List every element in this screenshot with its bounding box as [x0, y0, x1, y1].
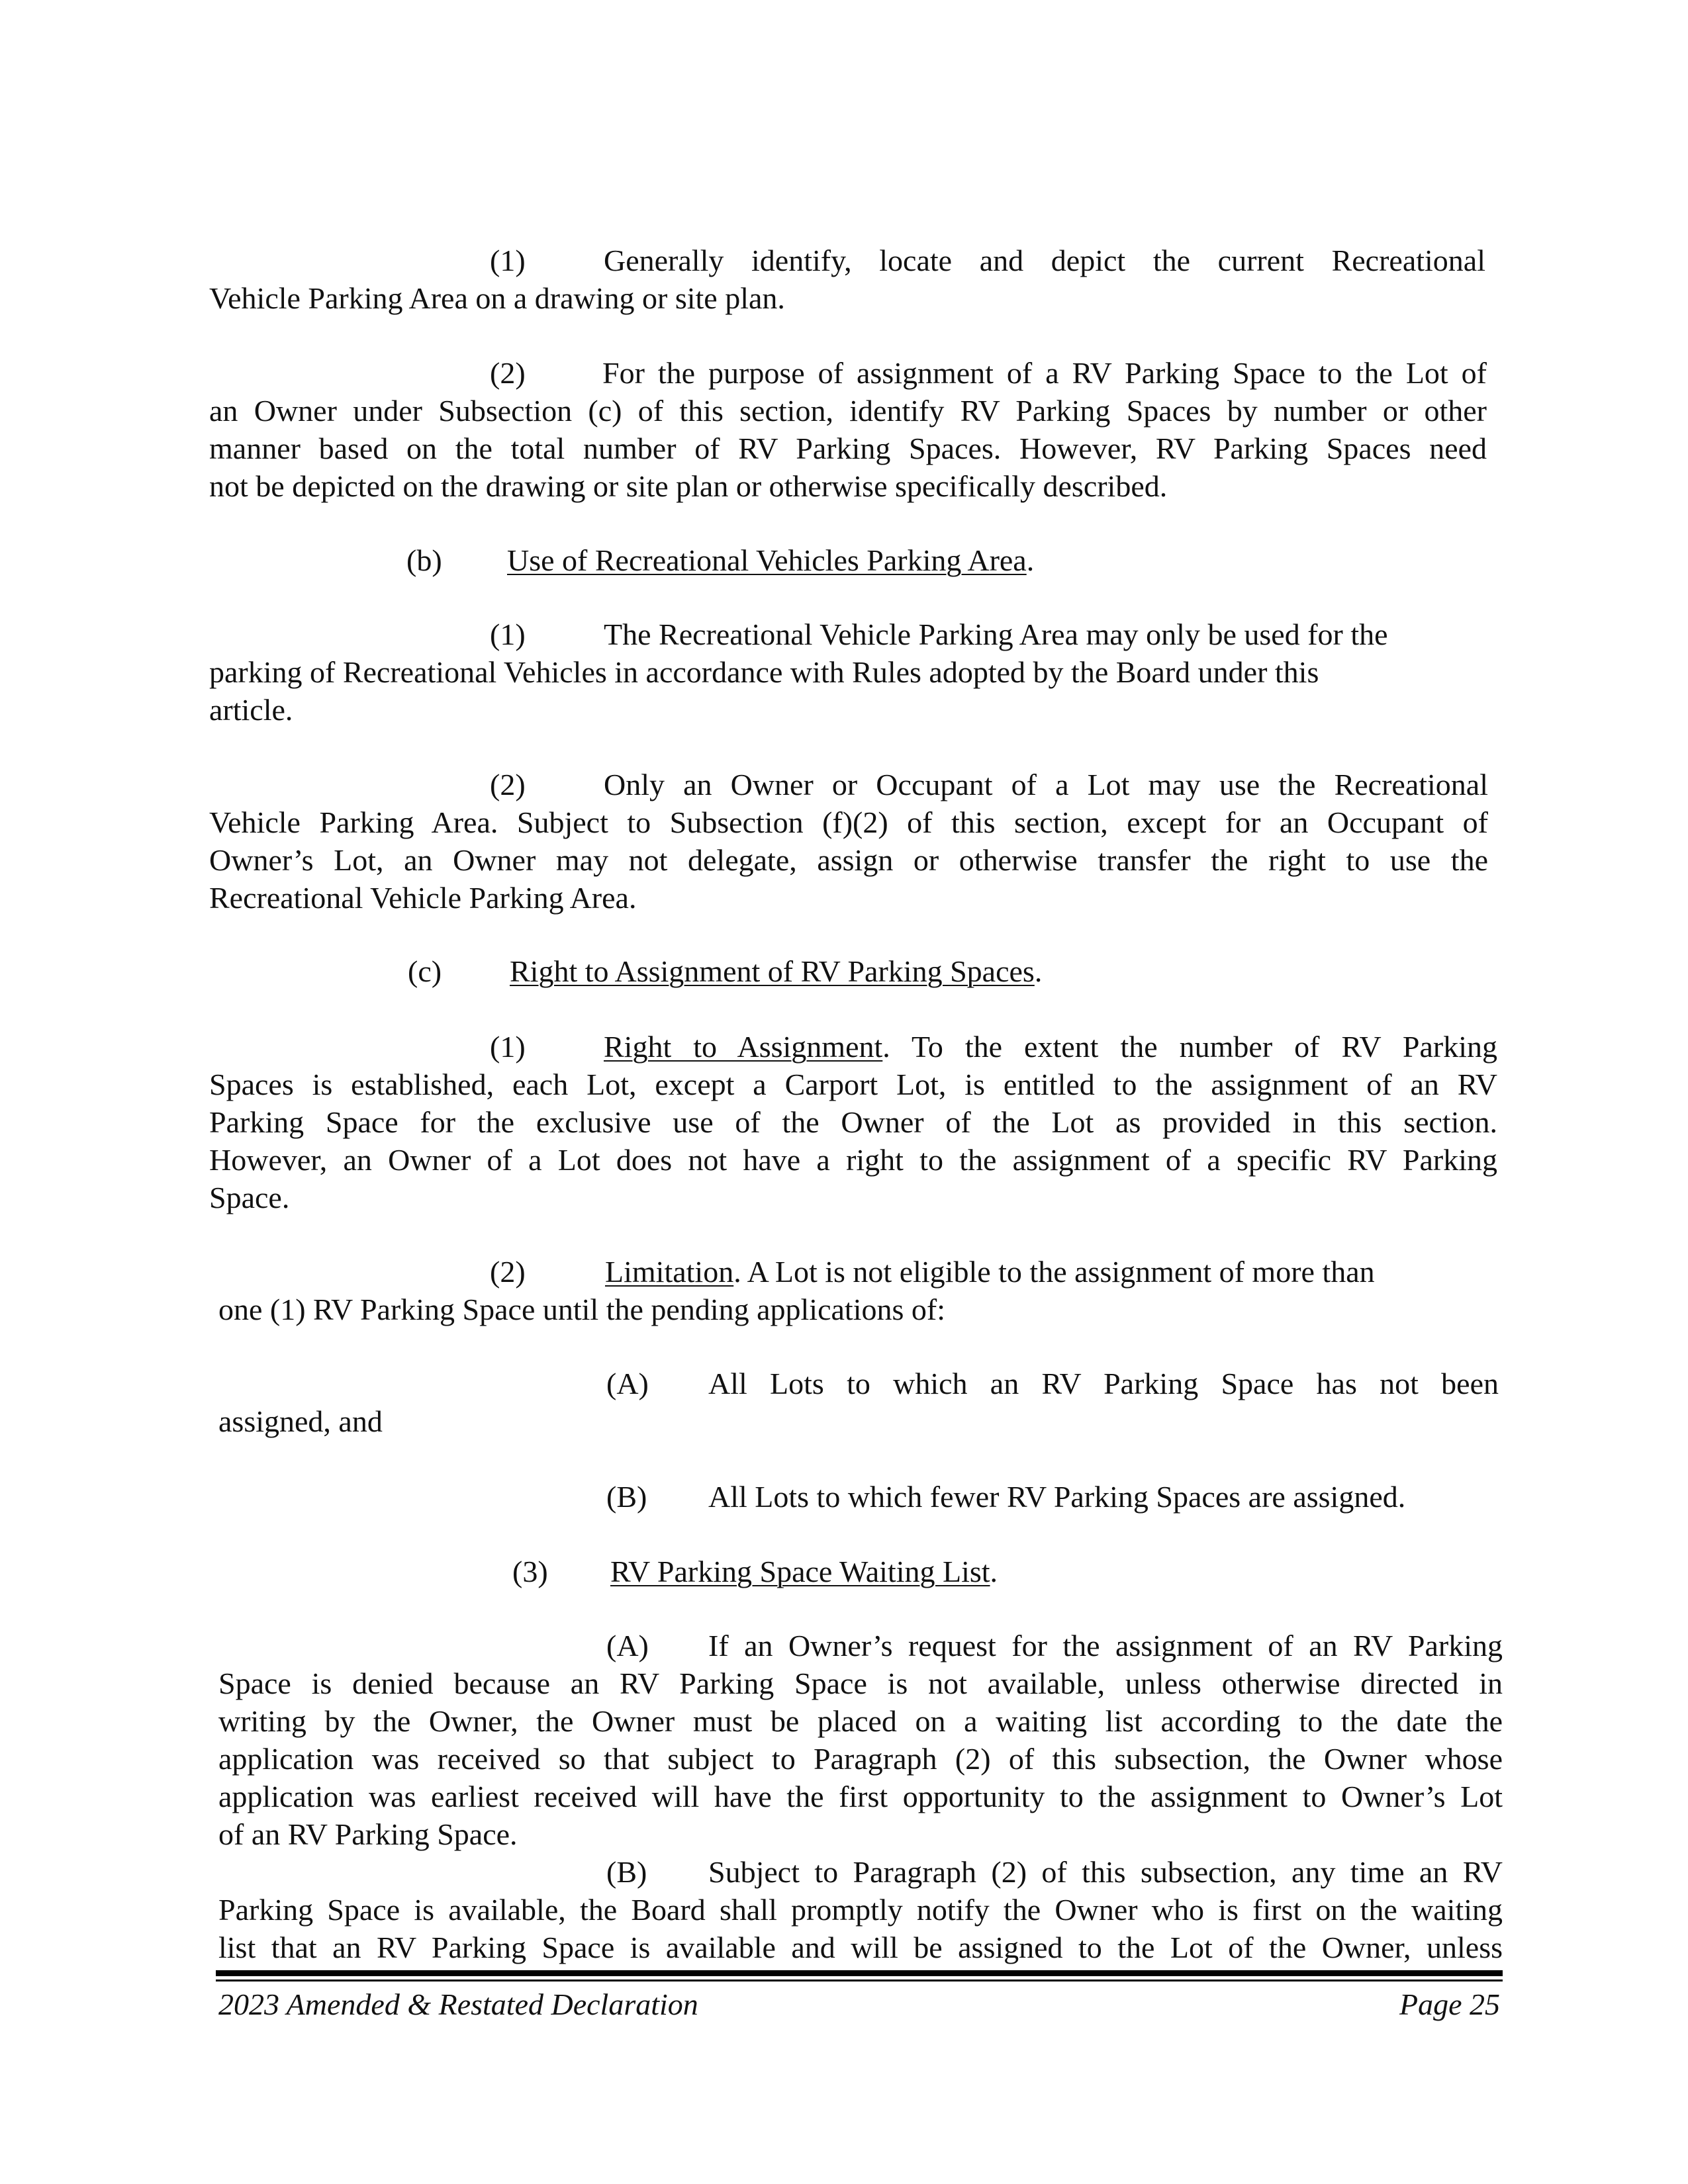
section-heading-punct: . [1026, 543, 1035, 577]
paragraph-c3A-rest [218, 1664, 1503, 1853]
paragraph-c3B-first [708, 1853, 1503, 1891]
paragraph-line: of an RV Parking Space. [218, 1817, 518, 1851]
paragraph-b1-rest [209, 653, 1509, 729]
footer-page-number: Page 25 [1399, 1987, 1500, 2021]
paragraph-line: not be depicted on the drawing or site plan or otherwise specifically described. [209, 469, 1168, 503]
paragraph-line: Recreational Vehicle Parking Area. [209, 881, 637, 915]
paragraph-number: (2) [490, 768, 526, 801]
paragraph-line: Space is denied because an RV Parking Space is not available, unless otherwise directed in [218, 1666, 1503, 1700]
paragraph-number: (2) [490, 356, 526, 390]
paragraph-heading: Right to Assignment [604, 1030, 883, 1064]
paragraph-line: All Lots to which fewer RV Parking Spaces are assigned. [708, 1480, 1406, 1514]
paragraph-b2-rest [209, 803, 1488, 917]
section-heading [510, 952, 1042, 990]
paragraph-line: The Recreational Vehicle Parking Area may only be used for the [604, 617, 1388, 651]
paragraph-c2A-first [708, 1365, 1499, 1402]
paragraph-line: assigned, and [218, 1404, 383, 1438]
paragraph-line [604, 1028, 1497, 1066]
paragraph-a2-rest [209, 392, 1487, 505]
section-heading-text: Right to Assignment of RV Parking Spaces [510, 954, 1035, 988]
paragraph-line: Spaces is established, each Lot, except a Carport Lot, is entitled to the assignment of an RV [209, 1068, 1497, 1101]
paragraph-line: one (1) RV Parking Space until the pending applications of: [218, 1293, 945, 1326]
paragraph-line: parking of Recreational Vehicles in accordance with Rules adopted by the Board under this [209, 655, 1319, 689]
paragraph-line: application was received so that subject to Paragraph (2) of this subsection, the Owner whose [218, 1742, 1503, 1776]
paragraph-line: application was earliest received will have the first opportunity to the assignment to Owner’s Lot [218, 1780, 1503, 1813]
paragraph-line: Subject to Paragraph (2) of this subsection, any time an RV [708, 1855, 1503, 1889]
paragraph-line: Generally identify, locate and depict the current Recreational [604, 244, 1485, 277]
paragraph-line: However, an Owner of a Lot does not have a right to the assignment of a specific RV Parking [209, 1143, 1497, 1177]
paragraph-heading-text: RV Parking Space Waiting List [610, 1555, 990, 1588]
paragraph-number: (3) [512, 1555, 548, 1588]
paragraph-line: article. [209, 693, 293, 727]
paragraph-heading: Limitation [605, 1255, 734, 1289]
section-letter: (c) [408, 954, 442, 988]
paragraph-number: (A) [606, 1629, 649, 1662]
footer-document-title: 2023 Amended & Restated Declaration [218, 1987, 698, 2021]
paragraph-line: an Owner under Subsection (c) of this section, identify RV Parking Spaces by number or other [209, 394, 1487, 428]
paragraph-b2-first [604, 766, 1488, 803]
paragraph-line: Only an Owner or Occupant of a Lot may use the Recreational [604, 768, 1488, 801]
paragraph-a1-rest [209, 279, 1509, 317]
paragraph-line: Owner’s Lot, an Owner may not delegate, assign or otherwise transfer the right to use the [209, 843, 1488, 877]
paragraph-line: list that an RV Parking Space is available and will be assigned to the Lot of the Owner, unless [218, 1931, 1503, 1964]
paragraph-heading-punct: . [990, 1555, 998, 1588]
paragraph-line: Vehicle Parking Area on a drawing or site plan. [209, 281, 785, 315]
paragraph-number: (B) [606, 1480, 647, 1514]
paragraph-c3B-rest [218, 1891, 1503, 1966]
paragraph-number: (2) [490, 1255, 526, 1289]
paragraph-line: Parking Space for the exclusive use of the Owner of the Lot as provided in this section. [209, 1105, 1497, 1139]
paragraph-number: (1) [490, 1030, 526, 1064]
paragraph-heading [610, 1553, 998, 1590]
footer-rule-thick [216, 1970, 1503, 1976]
page-footer [218, 1985, 1500, 2023]
paragraph-number: (1) [490, 244, 526, 277]
paragraph-c3A-first [708, 1627, 1503, 1664]
paragraph-a1-text [604, 242, 1485, 279]
paragraph-line: Space. [209, 1181, 290, 1214]
paragraph-c2-rest [218, 1291, 1519, 1328]
paragraph-line: manner based on the total number of RV Parking Spaces. However, RV Parking Spaces need [209, 432, 1487, 465]
paragraph-a2-first [602, 354, 1487, 392]
paragraph-line: Vehicle Parking Area. Subject to Subsection (f)(2) of this section, except for an Occupant of [209, 805, 1488, 839]
paragraph-number: (1) [490, 617, 526, 651]
section-heading [507, 541, 1034, 579]
paragraph-number: (A) [606, 1367, 649, 1400]
section-heading-punct: . [1034, 954, 1043, 988]
section-letter: (b) [406, 543, 442, 577]
paragraph-first-text: . To the extent the number of RV Parking [882, 1030, 1497, 1064]
paragraph-c2A-rest [218, 1402, 1519, 1440]
paragraph-number: (B) [606, 1855, 647, 1889]
paragraph-line: writing by the Owner, the Owner must be placed on a waiting list according to the date the [218, 1704, 1503, 1738]
paragraph-line: If an Owner’s request for the assignment of an RV Parking [708, 1629, 1503, 1662]
paragraph-line: All Lots to which an RV Parking Space has not been [708, 1367, 1499, 1400]
section-heading-text: Use of Recreational Vehicles Parking Area [507, 543, 1027, 577]
paragraph-line [605, 1253, 1375, 1291]
paragraph-c1-first [604, 1028, 1497, 1066]
paragraph-line: For the purpose of assignment of a RV Parking Space to the Lot of [602, 356, 1487, 390]
footer-rule-thin [216, 1979, 1503, 1981]
paragraph-c1-rest [209, 1066, 1497, 1216]
paragraph-line: Parking Space is available, the Board shall promptly notify the Owner who is first on the waiting [218, 1893, 1503, 1927]
paragraph-first-text: . A Lot is not eligible to the assignment of more than [733, 1255, 1375, 1289]
